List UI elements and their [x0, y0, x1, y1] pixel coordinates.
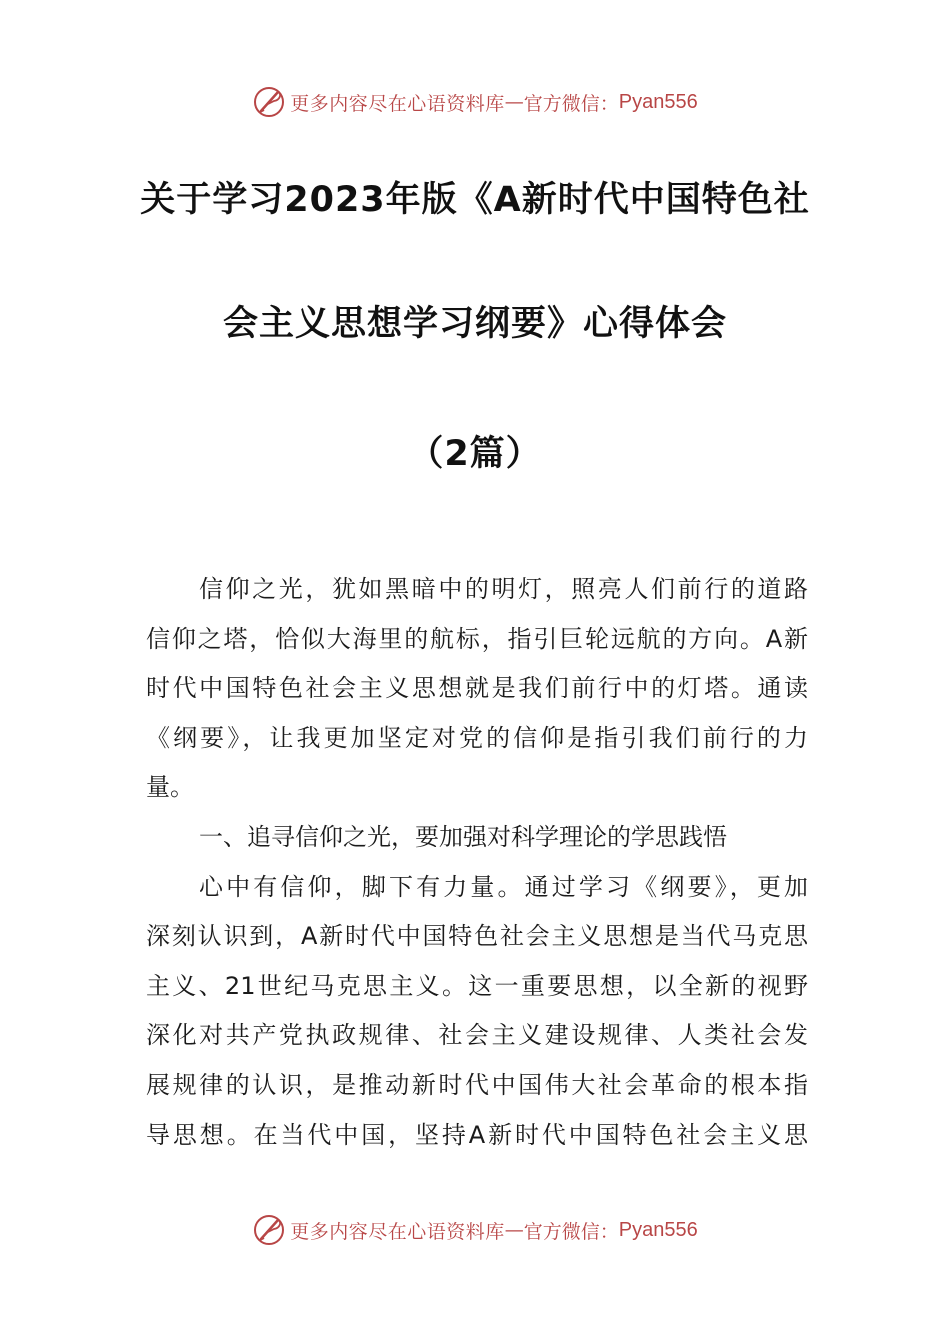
header-watermark [0, 82, 950, 122]
body-line: 主义、21世纪马克思主义。这一重要思想，以全新的视野 [146, 971, 808, 1000]
watermark-contact-label: 官方微信： [523, 1220, 619, 1243]
watermark-contact-id: Pyan556 [618, 1218, 698, 1241]
watermark-separator: — [504, 91, 524, 113]
document-title-line-2: 会主义思想学习纲要》心得体会 [222, 304, 727, 344]
footer-watermark [0, 1210, 950, 1250]
quill-logo-icon [252, 1212, 288, 1248]
document-title-line-1: 关于学习2023年版《A新时代中国特色社 [140, 180, 810, 220]
body-line: 时代中国特色社会主义思想就是我们前行中的灯塔。通读 [146, 674, 808, 703]
watermark-separator: — [504, 1219, 524, 1241]
watermark-contact-id: Pyan556 [618, 90, 698, 113]
body-line: 信仰之光，犹如黑暗中的明灯，照亮人们前行的道路 [199, 575, 808, 603]
document-body [146, 565, 808, 1160]
watermark-contact-label: 官方微信： [523, 92, 619, 115]
body-line: 导思想。在当代中国，坚持A新时代中国特色社会主义思 [146, 1120, 808, 1149]
body-line: 量。 [146, 773, 194, 802]
body-line: 深化对共产党执政规律、社会主义建设规律、人类社会发 [146, 1021, 808, 1050]
watermark-text: 更多内容尽在心语资料库 [290, 1220, 505, 1243]
body-line: 信仰之塔，恰似大海里的航标，指引巨轮远航的方向。A新 [146, 624, 808, 653]
body-line: 心中有信仰，脚下有力量。通过学习《纲要》，更加 [199, 872, 808, 901]
quill-logo-icon [252, 84, 288, 120]
body-line: 展规律的认识，是推动新时代中国伟大社会革命的根本指 [146, 1070, 808, 1099]
section-heading: 一、追寻信仰之光，要加强对科学理论的学思践悟 [199, 822, 727, 851]
body-line: 深刻认识到，A新时代中国特色社会主义思想是当代马克思 [146, 922, 808, 951]
watermark-text: 更多内容尽在心语资料库 [290, 92, 505, 115]
body-line: 《纲要》，让我更加坚定对党的信仰是指引我们前行的力 [146, 723, 808, 752]
document-title-count: （2篇） [408, 434, 542, 474]
